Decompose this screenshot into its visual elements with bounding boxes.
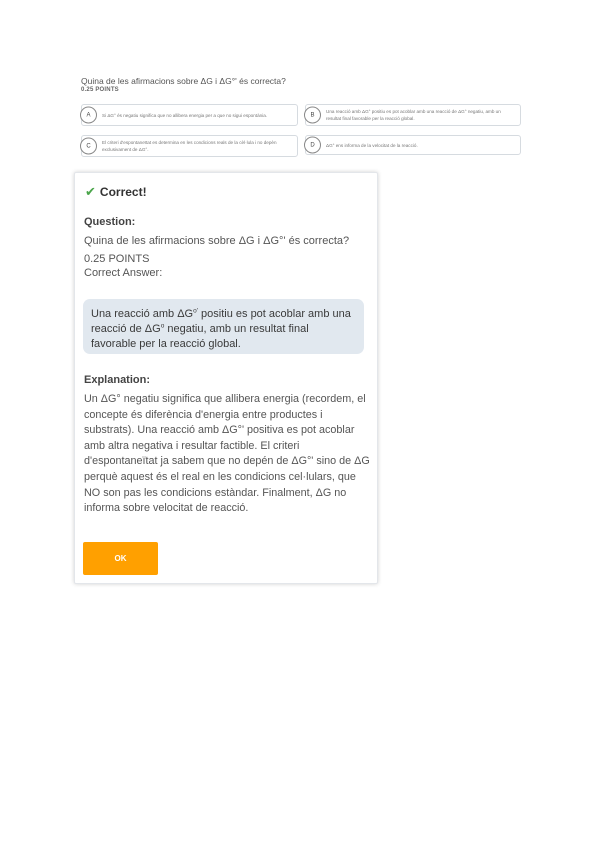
- explanation-text: Un ΔG° negatiu significa que allibera energia (recordem, el concepte és diferència d'energia entre productes i substrats). Una reacció amb ΔG°' positiva es pot acoblar amb altra negativa i resultar factible. El criteri d'espontaneïtat ja sabem que no depén de ΔG°' sino de ΔG perquè aquest és el real en les condicions cel·lulars, que NO son pas les condicions estàndar. Finalment, ΔG no informa sobre velocitat de reacció.: [84, 393, 370, 515]
- result-panel: [74, 172, 378, 584]
- question-text: Quina de les afirmacions sobre ΔG i ΔG°' és correcta?: [81, 76, 286, 86]
- question-label: Question:: [84, 216, 136, 228]
- answer-sup-2: o: [160, 322, 165, 330]
- result-question-text: Quina de les afirmacions sobre ΔG i ΔG°' és correcta?: [84, 235, 350, 247]
- option-a[interactable]: [81, 104, 298, 126]
- option-letter: C: [80, 138, 97, 155]
- correct-answer-box: [83, 299, 364, 354]
- explanation-label: Explanation:: [84, 374, 151, 386]
- correct-answer-label: Correct Answer:: [84, 267, 163, 279]
- check-icon: ✔: [85, 184, 96, 199]
- result-points: 0.25 POINTS: [84, 253, 150, 265]
- option-d[interactable]: [305, 135, 521, 155]
- question-header: [81, 76, 501, 93]
- option-letter: A: [80, 107, 97, 124]
- question-points: 0.25 POINTS: [81, 87, 119, 93]
- status-text: Correct!: [99, 185, 147, 199]
- ok-button[interactable]: OK: [83, 542, 158, 575]
- answer-sup-1: o': [193, 307, 198, 315]
- result-status: [85, 184, 147, 200]
- option-letter: B: [304, 107, 321, 124]
- option-text: Una reacció amb ΔG° positiu es pot acoblar amb una reacció de ΔG° negatiu, amb un resultat final favorable per la reacció global.: [326, 109, 501, 121]
- answer-text-1: Una reacció amb ΔG: [91, 308, 194, 320]
- option-text: ΔG° ens informa de la velocitat de la reacció.: [326, 142, 418, 148]
- option-text: El criteri d'espontaneïtat es determina en les condicions reals de la cèl·lula i no depèn exclusivament de ΔG°.: [102, 140, 277, 152]
- answer-text-3: negatiu, amb un resultat final favorable per la reacció global.: [91, 323, 309, 350]
- option-text: Si ΔG° és negatiu significa que no allibera energia per a que no sigui espontània.: [102, 112, 268, 118]
- option-b[interactable]: [305, 104, 521, 126]
- option-letter: D: [304, 137, 321, 154]
- option-c[interactable]: [81, 135, 298, 157]
- answer-text-2: positiu es pot acoblar amb una reacció de ΔG: [91, 308, 351, 335]
